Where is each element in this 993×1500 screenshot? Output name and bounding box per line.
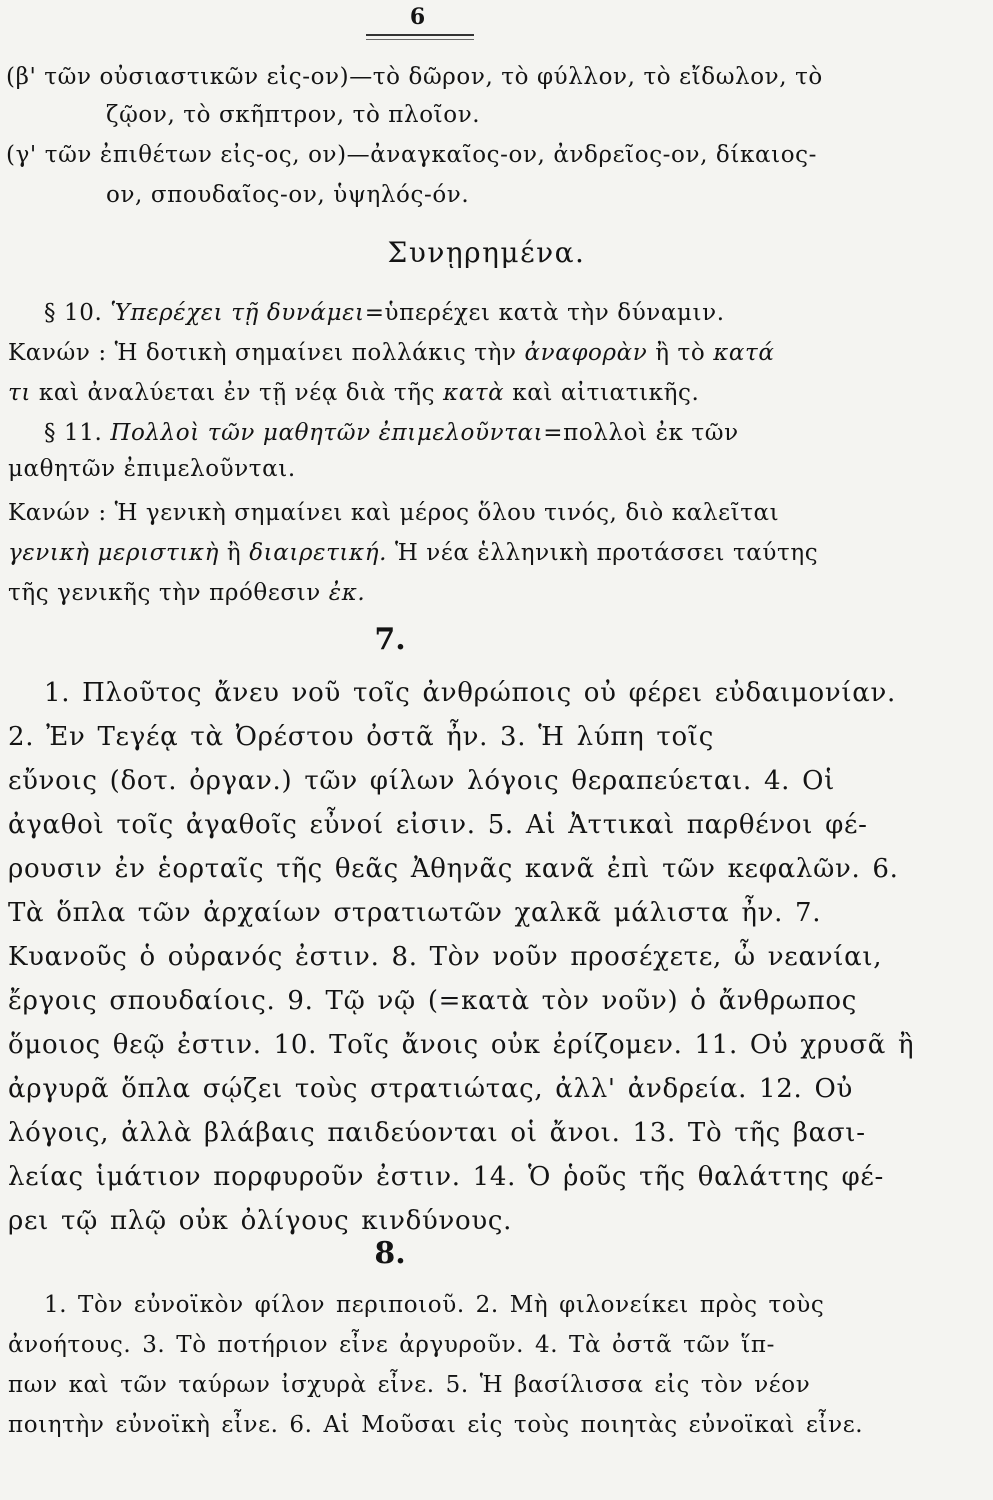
rule-text: ἢ τὸ: [655, 340, 706, 366]
rule-term: τι: [8, 380, 31, 406]
section-11-rule-line-3: [8, 580, 365, 606]
rule-term: γενικὴ μεριστικὴ: [8, 540, 219, 566]
exercise-7-number: 7.: [374, 622, 406, 657]
rule-text: Κανών : Ἡ δοτικὴ σημαίνει πολλάκις τὴν: [8, 340, 517, 366]
exercise-8-line: ποιητὴν εὐνοϊκὴ εἶνε. 6. Αἱ Μοῦσαι εἰς τοὺς ποιητὰς εὐνοϊκαὶ εἶνε.: [8, 1412, 864, 1438]
intro-g-line-2: ον, σπουδαῖος-ον, ὑψηλός-όν.: [106, 182, 470, 208]
exercise-7-line: 1. Πλοῦτος ἄνευ νοῦ τοῖς ἀνθρώποις οὐ φέρει εὐδαιμονίαν.: [44, 678, 896, 708]
page-number: 6: [409, 4, 427, 30]
rule-term: κατὰ: [443, 380, 505, 406]
exercise-7-line: ἀργυρᾶ ὅπλα σῴζει τοὺς στρατιώτας, ἀλλ' ἀνδρεία. 12. Οὐ: [8, 1074, 853, 1104]
page-number-rule: [366, 34, 474, 36]
rule-text: καὶ ἀναλύεται ἐν τῇ νέᾳ διὰ τῆς: [38, 380, 436, 406]
section-10-example: Ὑπερέχει τῇ δυνάμει: [110, 300, 365, 326]
section-11-example: Πολλοὶ τῶν μαθητῶν ἐπιμελοῦνται: [110, 420, 544, 446]
exercise-7-line: ρουσιν ἐν ἑορταῖς τῆς θεᾶς Ἀθηνᾶς κανᾶ ἐπὶ τῶν κεφαλῶν. 6.: [8, 854, 899, 884]
section-11-rule-line-1: Κανών : Ἡ γενικὴ σημαίνει καὶ μέρος ὅλου τινός, διὸ καλεῖται: [8, 500, 780, 526]
intro-b-line-1: (β' τῶν οὐσιαστικῶν εἰς-ον)—τὸ δῶρον, τὸ φύλλον, τὸ εἴδωλον, τὸ: [6, 64, 823, 90]
exercise-7-line: Κυανοῦς ὁ οὐρανός ἐστιν. 8. Τὸν νοῦν προσέχετε, ὦ νεανίαι,: [8, 942, 883, 972]
exercise-7-line: ὅμοιος θεῷ ἐστιν. 10. Τοῖς ἄνοις οὐκ ἐρίζομεν. 11. Οὐ χρυσᾶ ἢ: [8, 1030, 915, 1060]
section-10-rule-line-1: [8, 340, 775, 366]
exercise-8-line: 1. Τὸν εὐνοϊκὸν φίλον περιποιοῦ. 2. Μὴ φιλονείκει πρὸς τοὺς: [44, 1292, 825, 1318]
exercise-8-number: 8.: [374, 1236, 406, 1271]
section-11-rule-line-2: [8, 540, 818, 566]
exercise-7-line: 2. Ἐν Τεγέᾳ τὰ Ὀρέστου ὀστᾶ ἦν. 3. Ἡ λύπη τοῖς: [8, 722, 714, 752]
section-10-rest: =ὑπερέχει κατὰ τὴν δύναμιν.: [364, 300, 725, 326]
rule-text: Ἡ νέα ἑλληνικὴ προτάσσει ταύτης: [394, 540, 819, 566]
exercise-7-line: Τὰ ὅπλα τῶν ἀρχαίων στρατιωτῶν χαλκᾶ μάλιστα ἦν. 7.: [8, 898, 822, 928]
exercise-7-line: λόγοις, ἀλλὰ βλάβαις παιδεύονται οἱ ἄνοι. 13. Τὸ τῆς βασι-: [8, 1118, 866, 1148]
rule-term: ἐκ.: [328, 580, 366, 606]
section-11-rest: =πολλοὶ ἐκ τῶν: [543, 420, 739, 446]
exercise-7-line: εὔνοις (δοτ. ὀργαν.) τῶν φίλων λόγοις θεραπεύεται. 4. Οἱ: [8, 766, 836, 796]
section-11-line-2: μαθητῶν ἐπιμελοῦνται.: [8, 456, 296, 482]
exercise-8-line: ἀνοήτους. 3. Τὸ ποτήριον εἶνε ἀργυροῦν. 4. Τὰ ὀστᾶ τῶν ἵπ-: [8, 1332, 776, 1358]
exercise-8-line: πων καὶ τῶν ταύρων ἰσχυρὰ εἶνε. 5. Ἡ βασίλισσα εἰς τὸν νέον: [8, 1372, 811, 1398]
exercise-7-line: ἔργοις σπουδαίοις. 9. Τῷ νῷ (=κατὰ τὸν νοῦν) ὁ ἄνθρωπος: [8, 986, 857, 1016]
intro-g-line-1: (γ' τῶν ἐπιθέτων εἰς-ος, ον)—ἀναγκαῖος-ον, ἀνδρεῖος-ον, δίκαιος-: [6, 142, 817, 168]
section-10-line: [44, 300, 725, 326]
rule-term: διαιρετική.: [249, 540, 388, 566]
page-number-rule-thin: [366, 39, 474, 40]
intro-b-line-2: ζῷον, τὸ σκῆπτρον, τὸ πλοῖον.: [106, 102, 481, 128]
section-10-marker: § 10.: [44, 300, 103, 326]
section-11-marker: § 11.: [44, 420, 103, 446]
rule-text: καὶ αἰτιατικῆς.: [512, 380, 700, 406]
section-title: Συνῃρημένα.: [387, 236, 586, 269]
exercise-7-line: λείας ἱμάτιον πορφυροῦν ἐστιν. 14. Ὁ ῥοῦς τῆς θαλάττης φέ-: [8, 1162, 884, 1192]
rule-term: ἀναφορὰν: [524, 340, 648, 366]
exercise-7-line: ἀγαθοὶ τοῖς ἀγαθοῖς εὖνοί εἰσιν. 5. Αἱ Ἀττικαὶ παρθένοι φέ-: [8, 810, 868, 840]
section-10-rule-line-2: [8, 380, 699, 406]
rule-text: ἢ: [226, 540, 242, 566]
rule-term: κατά: [713, 340, 775, 366]
section-11-line: [44, 420, 739, 446]
exercise-7-line: ρει τῷ πλῷ οὐκ ὀλίγους κινδύνους.: [8, 1206, 513, 1236]
rule-text: τῆς γενικῆς τὴν πρόθεσιν: [8, 580, 321, 606]
